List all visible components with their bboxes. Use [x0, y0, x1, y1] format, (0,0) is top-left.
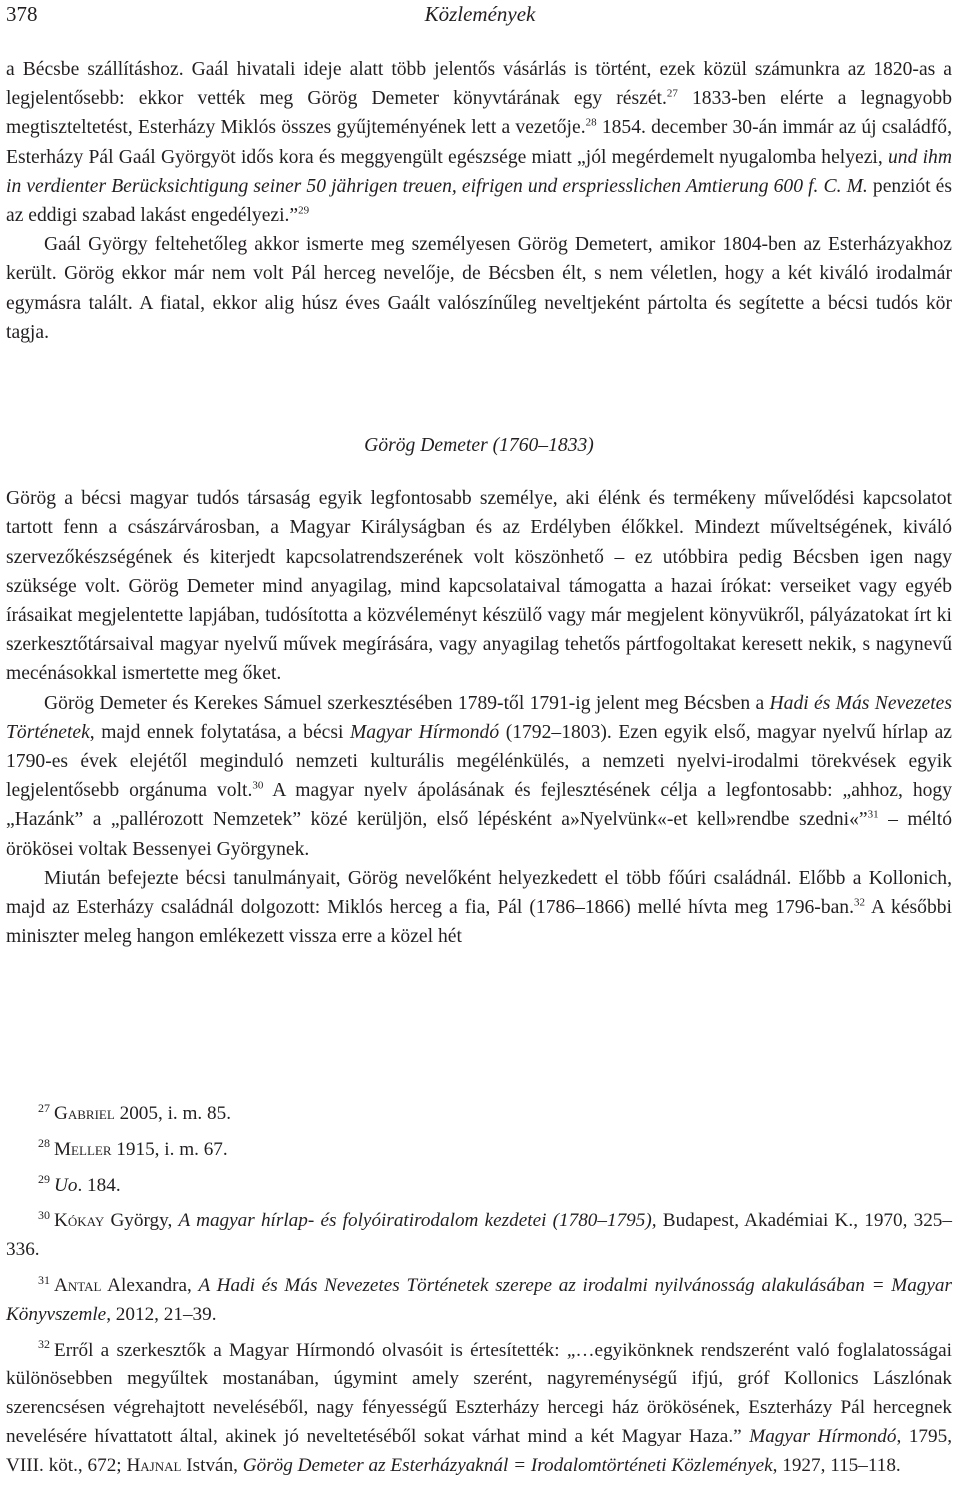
footnote-ref-28[interactable]: 28 — [585, 116, 597, 129]
footnote-30: $^{30}$ Kókay György, A magyar hírlap- és folyóiratirodalom kezdetei (1780–1795), Budapest, Akadémiai K., 1970, 325–336. — [6, 1208, 952, 1261]
footnote-ref-27[interactable]: 27 — [666, 87, 678, 100]
title-hadi-es-mas: Hadi és Más Nevezetes Történetek — [6, 692, 952, 743]
journal-title: Közlemények — [424, 2, 536, 26]
footnote-27: $^{27}$ Gabriel 2005, i. m. 85. — [38, 1100, 232, 1124]
page-number: 378 — [6, 2, 38, 26]
footnote-32: $^{32}$ Erről a szerkesztők a Magyar Hírmondó olvasóit is értesítették: „…egyikönknek rendszerént való foglalatosságai különösebben megyűltek mostanában, úgymint amely szerént, nagyreménységű ifjú, gróf Kollonics Lászlónak szerencsésen végrehajtott neveléséből, nagy fényességű Eszterházy hercegi ház örökösének, Eszterházy Pál hercegnek nevelésére hívattatott által, akinek jó neveltetéséből sokat várhat mind a két Magyar Haza.” Magyar Hírmondó, 1795, VIII. köt., 672; Hajnal István, Görög Demeter az Esterházyaknál = Irodalomtörténeti Közlemények, 1927, 115–118. — [6, 1337, 952, 1476]
paragraph-3: Görög a bécsi magyar tudós társaság egyik legfontosabb személye, aki élénk és termékeny művelődési kapcsolatot tartott fenn a császárvárosban, a Magyar Királyságban és az Erdélyben élőkkel. Mindezt műveltségének, kiváló szervezőkészségének és kiterjedt kapcsolatrendszerének volt köszönhető – ez utóbbira pedig Bécsben igen nagy szüksége volt. Görög Demeter mind anyagilag, mind kapcsolataival támogatta a hazai írókat: verseiket vagy egyéb írásaikat megjelentette lapjában, tudósította a közvéleményt készülő vagy már megjelent könyvükről, pályázatokat írt ki szerkesztőtársaival magyar nyelvű művek megírására, vagy anyagilag tehetős pártfogoltakat keresett nekik, s nagynevű mecénásokkal ismertette meg őket. — [6, 488, 952, 685]
paragraph-4: Görög Demeter és Kerekes Sámuel szerkesztésében 1789-től 1791-ig jelent meg Bécsben a Hadi és Más Nevezetes Történetek, majd ennek folytatása, a bécsi Magyar Hírmondó (1792–1803). Ezen egyik első, magyar nyelvű hírlap az 1790-es évek elejétől meginduló nemzeti kulturális megélénkülés, a nemzeti nyelvi-irodalmi törekvések egyik legjelentősebb orgánuma volt.$^{30}$ A magyar nyelv ápolásának és fejlesztésének célja a legfontosabb: „ahhoz, hogy „Hazánk” a „pallérozott Nemzetek” közé kerüljön, első lépésként a»Nyelvünk«-et kell»rendbe szedni«”$^{31}$ – méltó örökösei voltak Bessenyei Györgynek. — [6, 692, 953, 860]
footnote-28: $^{28}$ Meller 1915, i. m. 67. — [38, 1136, 228, 1160]
footnote-ref-32[interactable]: 32 — [854, 896, 866, 909]
paragraph-2: Gaál György feltehetőleg akkor ismerte meg személyesen Görög Demetert, amikor 1804-ben az Esterházyakhoz került. Görög ekkor már nem volt Pál herceg nevelője, de Bécsben élt, s nem véletlen, hogy a két kiváló irodalmár egymásra talált. A fiatal, ekkor alig húsz éves Gaált valószínűleg neveltjeként pártolta és segítette a bécsi tudós kör tagja. — [6, 234, 952, 343]
footnote-ref-29[interactable]: 29 — [298, 204, 310, 217]
body-text — [6, 55, 952, 951]
paragraph-5: Miután befejezte bécsi tanulmányait, Görög nevelőként helyezkedett el több főúri családnál. Előbb a Kollonich, majd az Esterházy családnál dolgozott: Miklós herceg a fia, Pál (1786–1866) mellé hívta meg 1796-ban.$^{32}$ A későbbi miniszter meleg hangon emlékezett vissza erre a közel hét — [6, 867, 952, 948]
title-magyar-hirmondo: Magyar Hírmondó — [349, 721, 500, 743]
paragraph-1: a Bécsbe szállításhoz. Gaál hivatali ideje alatt több jelentős vásárlás is történt, ezek közül számunkra az 1820-as a legjelentősebb: ekkor vették meg Görög Demeter könyvtárának egy részét.$^{27}$ 1833-ben elérte a legnagyobb megtiszteltetést, Esterházy Miklós összes gyűjteményének lett a vezetője.$^{28}$ 1854. december 30-án immár az új családfő, Esterházy Pál Gaál Györgyöt idős kora és meggyengült egészsége miatt „jól megérdemelt nyugalomba helyezi, und ihm in verdienter Berücksichtigung seiner 50 jährigen treuen, eifrigen und erspriesslichen Amtierung 600 f. C. M. penziót és az eddigi szabad lakást engedélyezi.”$^{29}$ — [6, 59, 952, 227]
section-heading: Görög Demeter (1760–1833) — [364, 435, 594, 457]
footnote-ref-30[interactable]: 30 — [252, 779, 264, 792]
footnote-29: $^{29}$ Uo. 184. — [38, 1172, 121, 1196]
footnote-31: $^{31}$ Antal Alexandra, A Hadi és Más Nevezetes Történetek szerepe az irodalmi nyilvánosság alakulásában = Magyar Könyvszemle, 2012, 21–39. — [6, 1272, 952, 1325]
footnote-ref-31[interactable]: 31 — [867, 808, 879, 821]
running-head — [0, 0, 952, 28]
footnotes — [6, 1100, 952, 1488]
